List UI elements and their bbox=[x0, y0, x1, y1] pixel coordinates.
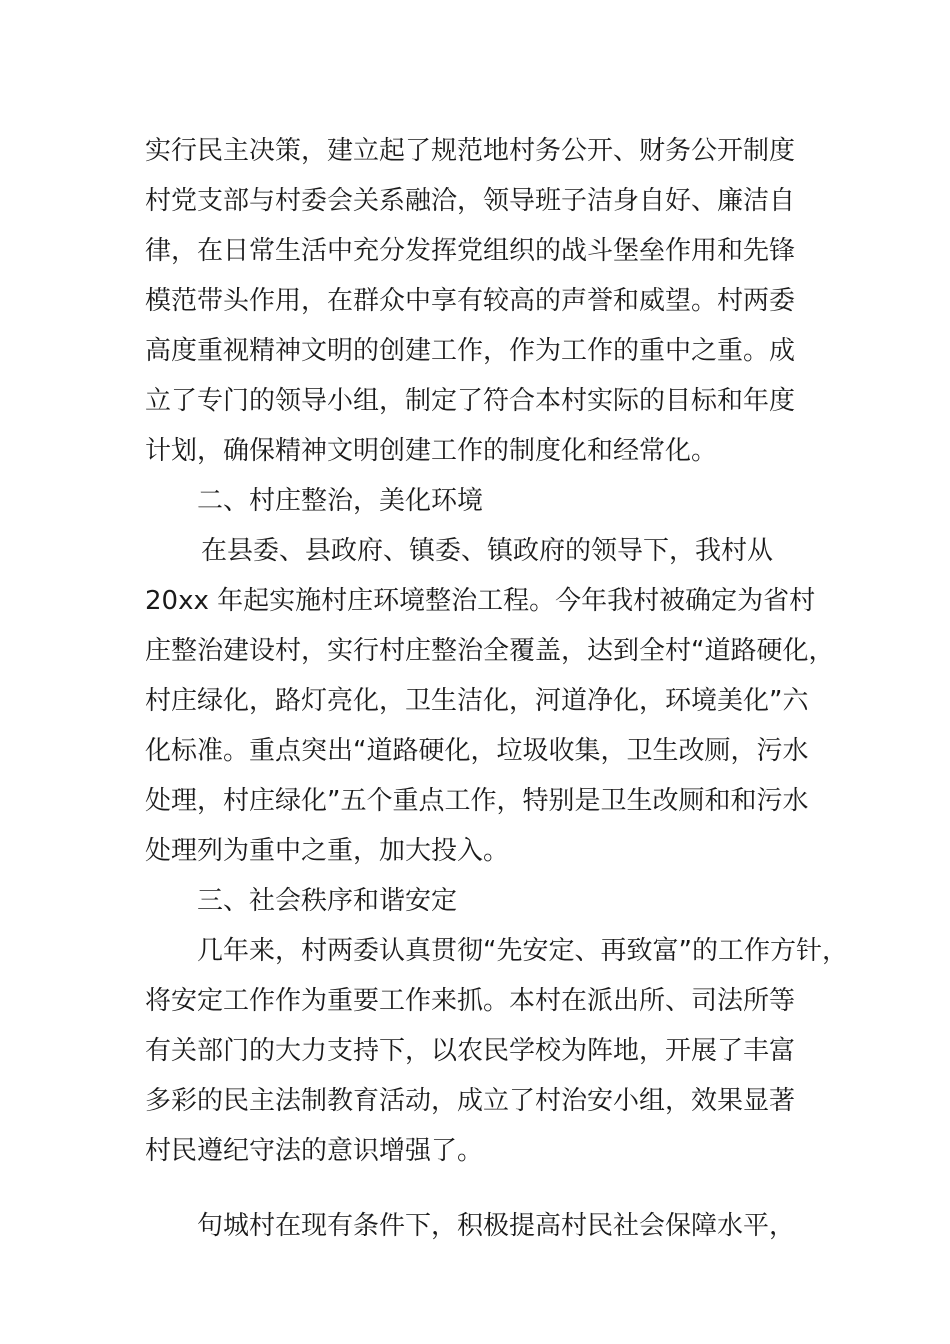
paragraph-line: 庄整治建设村，实行村庄整治全覆盖，达到全村“道路硬化， bbox=[145, 636, 835, 666]
paragraph-line: 20xx 年起实施村庄环境整治工程。今年我村被确定为省村 bbox=[145, 586, 816, 616]
paragraph-line: 有关部门的大力支持下，以农民学校为阵地，开展了丰富 bbox=[145, 1036, 796, 1066]
paragraph-line: 村民遵纪守法的意识增强了。 bbox=[145, 1136, 484, 1166]
paragraph-line: 处理，村庄绿化”五个重点工作，特别是卫生改厕和和污水 bbox=[145, 786, 809, 816]
section-heading: 三、社会秩序和谐安定 bbox=[197, 886, 458, 916]
paragraph-line: 句城村在现有条件下，积极提高村民社会保障水平， bbox=[197, 1211, 796, 1241]
paragraph-line: 村党支部与村委会关系融洽，领导班子洁身自好、廉洁自 bbox=[145, 186, 796, 216]
paragraph-line: 模范带头作用，在群众中享有较高的声誉和威望。村两委 bbox=[145, 286, 796, 316]
paragraph-line: 在县委、县政府、镇委、镇政府的领导下，我村从 bbox=[201, 536, 774, 566]
document-body bbox=[145, 126, 848, 1251]
paragraph-line: 将安定工作作为重要工作来抓。本村在派出所、司法所等 bbox=[145, 986, 796, 1016]
paragraph-spacer bbox=[145, 1176, 835, 1201]
section-heading: 二、村庄整治，美化环境 bbox=[197, 486, 484, 516]
paragraph-line: 高度重视精神文明的创建工作，作为工作的重中之重。成 bbox=[145, 336, 796, 366]
paragraph-line: 立了专门的领导小组，制定了符合本村实际的目标和年度 bbox=[145, 386, 796, 416]
paragraph-line: 律，在日常生活中充分发挥党组织的战斗堡垒作用和先锋 bbox=[145, 236, 796, 266]
paragraph-line: 处理列为重中之重，加大投入。 bbox=[145, 836, 510, 866]
paragraph-line: 实行民主决策，建立起了规范地村务公开、财务公开制度 bbox=[145, 136, 796, 166]
paragraph-line: 计划，确保精神文明创建工作的制度化和经常化。 bbox=[145, 436, 718, 466]
paragraph-line: 村庄绿化，路灯亮化，卫生洁化，河道净化，环境美化”六 bbox=[145, 686, 809, 716]
paragraph-line: 化标准。重点突出“道路硬化，垃圾收集，卫生改厕，污水 bbox=[145, 736, 809, 766]
paragraph-line: 多彩的民主法制教育活动，成立了村治安小组，效果显著 bbox=[145, 1086, 796, 1116]
paragraph-line: 几年来，村两委认真贯彻“先安定、再致富”的工作方针， bbox=[197, 936, 848, 966]
